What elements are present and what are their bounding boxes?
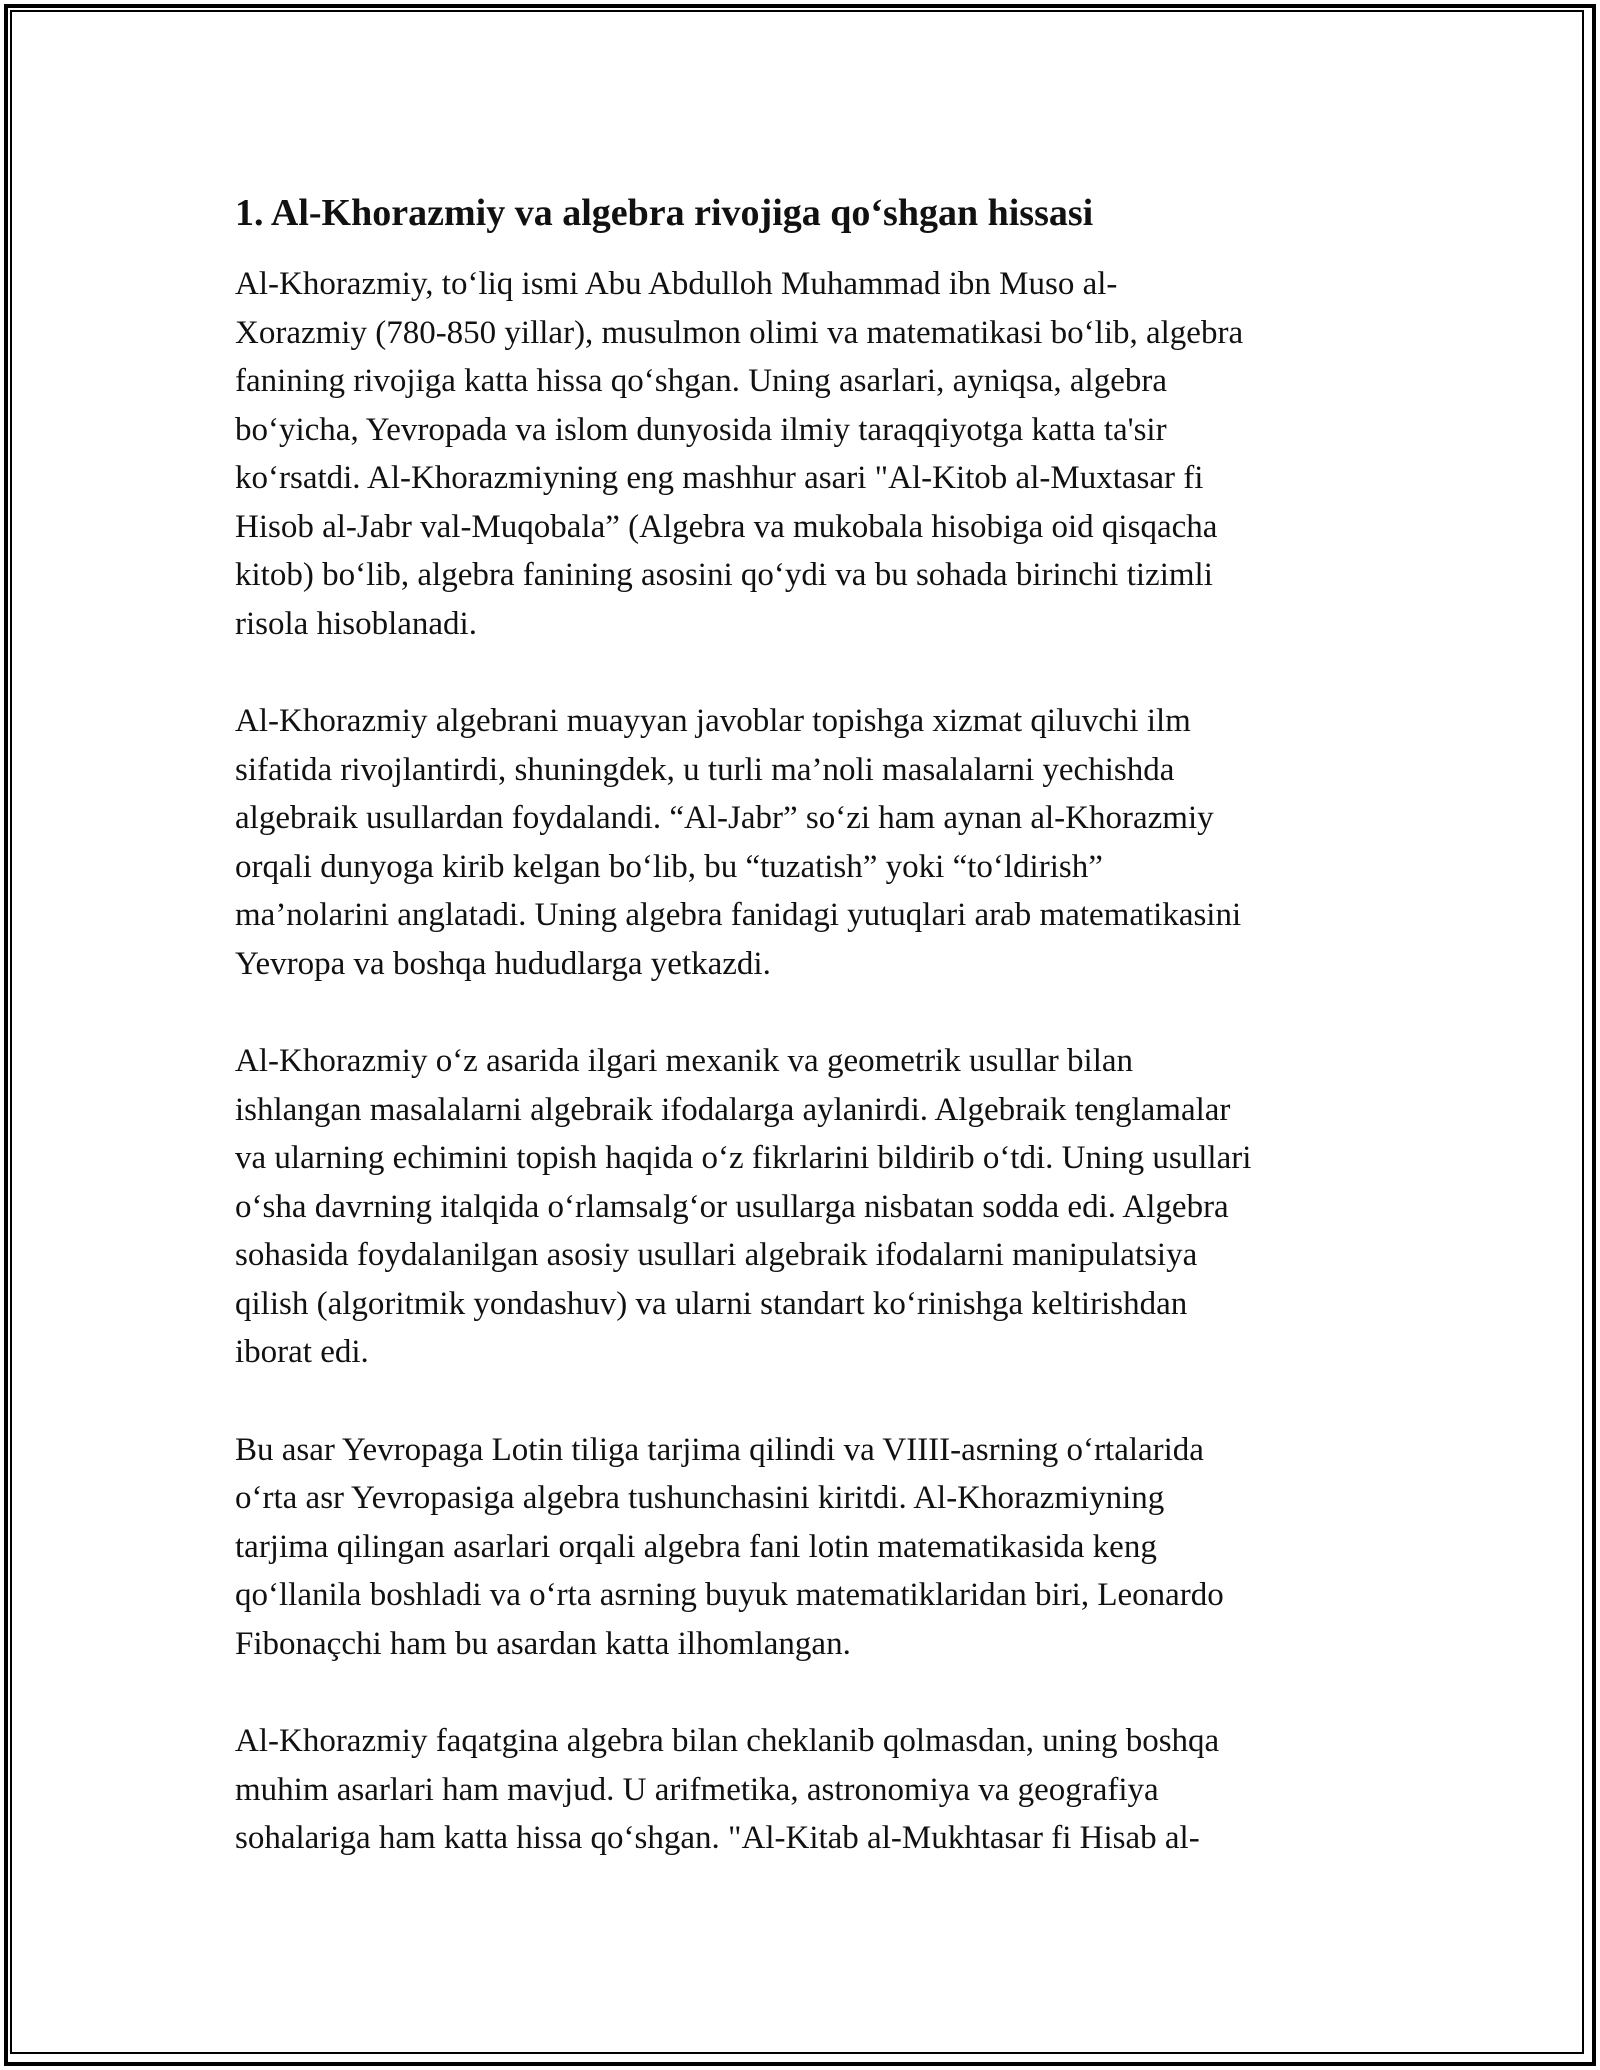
paragraph-1: Al-Khorazmiy, to‘liq ismi Abu Abdulloh Muhammad ibn Muso al- Xorazmiy (780-850 yillar), musulmon olimi va matematikasi bo‘lib, algebra fanining rivojiga katta hissa qo‘shgan. Uning asarlari, ayniqsa, algebra bo‘yicha, Yevropada va islom dunyosida ilmiy taraqqiyotga katta ta'sir ko‘rsatdi. Al-Khorazmiyning eng mashhur asari "Al-Kitob al-Muxtasar fi Hisob al-Jabr val-Muqobala” (Algebra va mukobala hisobiga oid qisqacha kitob) bo‘lib, algebra fanining asosini qo‘ydi va bu sohada birinchi tizimli risola hisoblanadi. — [235, 266, 1244, 642]
paragraph-5: Al-Khorazmiy faqatgina algebra bilan cheklanib qolmasdan, uning boshqa muhim asarlari ham mavjud. U arifmetika, astronomiya va geografiya sohalariga ham katta hissa qo‘shgan. "Al-Kitab al-Mukhtasar fi Hisab al- — [235, 1723, 1220, 1856]
paragraph-3: Al-Khorazmiy o‘z asarida ilgari mexanik va geometrik usullar bilan ishlangan masalalarni algebraik ifodalarga aylanirdi. Algebraik tenglamalar va ularning echimini topish haqida o‘z fikrlarini bildirib o‘tdi. Uning usullari o‘sha davrning italqida o‘rlamsalg‘or usullarga nisbatan sodda edi. Algebra sohasida foydalanilgan asosiy usullari algebraik ifodalarni manipulatsiya qilish (algoritmik yondashuv) va ularni standart ko‘rinishga keltirishdan iborat edi. — [235, 1043, 1252, 1370]
section-heading: 1. Al-Khorazmiy va algebra rivojiga qo‘shgan hissasi — [235, 192, 1094, 234]
paragraph-2: Al-Khorazmiy algebrani muayyan javoblar topishga xizmat qiluvchi ilm sifatida rivojlantirdi, shuningdek, u turli ma’noli masalalarni yechishda algebraik usullardan foydalandi. “Al-Jabr” so‘zi ham aynan al-Khorazmiy orqali dunyoga kirib kelgan bo‘lib, bu “tuzatish” yoki “to‘ldirish” ma’nolarini anglatadi. Uning algebra fanidagi yutuqlari arab matematikasini Yevropa va boshqa hududlarga yetkazdi. — [235, 703, 1242, 982]
document-body — [235, 188, 1385, 1912]
paragraph-4: Bu asar Yevropaga Lotin tiliga tarjima qilindi va VIIII-asrning o‘rtalarida o‘rta asr Yevropasiga algebra tushunchasini kiritdi. Al-Khorazmiyning tarjima qilingan asarlari orqali algebra fani lotin matematikasida keng qo‘llanila boshladi va o‘rta asrning buyuk matematiklaridan biri, Leonardo Fibonaçchi ham bu asardan katta ilhomlangan. — [235, 1431, 1224, 1662]
